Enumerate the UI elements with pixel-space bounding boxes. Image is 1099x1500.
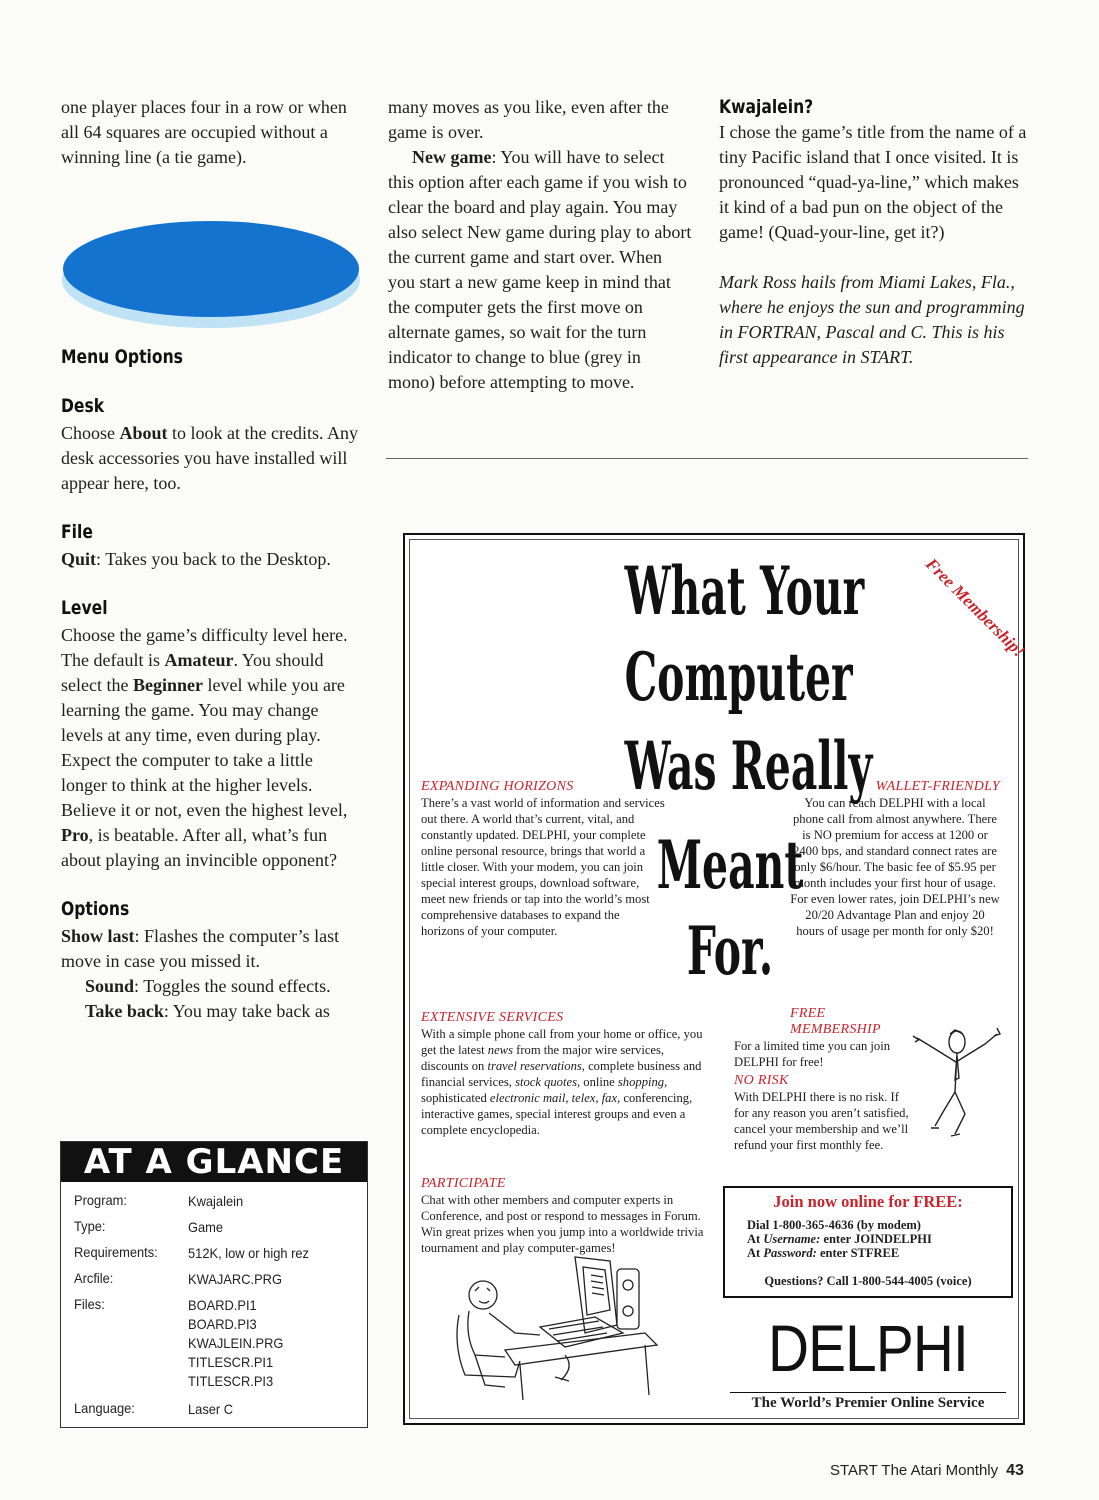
intro-paragraph: one player places four in a row or when all 64 squares are occupied without a winning line (a tie game). — [61, 97, 347, 167]
take-back-term: Take back — [85, 1001, 164, 1021]
expanding-horizons-heading: EXPANDING HORIZONS — [421, 779, 574, 794]
about-term: About — [119, 423, 168, 443]
game-piece-disc-graphic — [63, 221, 359, 317]
computer-user-illustration — [445, 1255, 670, 1405]
username-line: At Username: enter JOINDELPHI — [747, 1232, 932, 1246]
free-membership-section — [734, 1006, 914, 1070]
sound-term: Sound — [85, 976, 135, 996]
quit-term: Quit — [61, 549, 97, 569]
at-a-glance-title: AT A GLANCE — [61, 1142, 367, 1182]
expanding-horizons-text: There’s a vast world of information and services out there. A world that’s current, vital, and constantly updated. DELPHI, your complete online personal resource, brings that world a little closer. With your modem, you can join special interest groups, download software, meet new friends or tap into the world’s most comprehensive databases to expand the horizons of your computer. — [421, 796, 665, 938]
new-game-paragraph: New game: You will have to select this option after each game if you wish to clear the board and play again. You may also select New game during play to abort the current game and start over. When you start a new game keep in mind that the computer gets the first move on alternate games, so wait for the turn indicator to change to blue (grey in mono) before attempting to move. — [388, 147, 692, 392]
extensive-services-section — [421, 1010, 711, 1138]
headline-line-3: Was Really — [624, 727, 873, 805]
no-risk-text: With DELPHI there is no risk. If for any reason you aren’t satisfied, cancel your membership and we’ll refund your first monthly fee. — [734, 1090, 909, 1152]
sound-paragraph: Sound: Toggles the sound effects. — [85, 976, 331, 996]
menu-section — [61, 345, 361, 1024]
free-membership-text: For a limited time you can join DELPHI for free! — [734, 1039, 890, 1069]
headline-line-5: For. — [686, 912, 774, 990]
dial-number: Dial 1-800-365-4636 (by modem) — [747, 1218, 921, 1232]
kwajalein-heading: Kwajalein? — [719, 96, 814, 118]
beginner-term: Beginner — [132, 675, 203, 695]
new-game-term: New game — [412, 147, 492, 167]
desk-paragraph: Choose About to look at the credits. Any desk accessories you have installed will appear here, too. — [61, 423, 358, 493]
col2-paragraph-1: many moves as you like, even after the game is over. — [388, 97, 669, 142]
column-2 — [388, 95, 692, 395]
participate-text: Chat with other members and computer experts in Conference, and post or respond to messages in Forum. Win great prizes when you jump into a worldwide trivia tournament and play computer-games! — [421, 1193, 704, 1255]
delphi-tagline: The World’s Premier Online Service — [730, 1392, 1006, 1412]
wallet-friendly-text: You can reach DELPHI with a local phone call from almost anywhere. There is NO premium for access at 1200 or 2400 bps, and standard connect rates are only $6/hour. The basic fee of $5.95 per month includes your first hour of usage. For even lower rates, join DELPHI’s new 20/20 Advantage Plan and enjoy 20 hours of usage per month for only $20! — [790, 796, 1000, 938]
column-3 — [719, 95, 1031, 370]
show-last-term: Show last — [61, 926, 135, 946]
cheering-man-illustration — [905, 1022, 1015, 1147]
wallet-friendly-heading: WALLET-FRIENDLY — [875, 779, 1000, 794]
file-paragraph: Quit: Takes you back to the Desktop. — [61, 549, 331, 569]
extensive-services-text: With a simple phone call from your home or office, you get the latest news from the major wire services, discounts on travel reservations, complete business and financial services, stock quotes, online shopping, sophisticated electronic mail, telex, fax, conferencing, interactive games, special interest groups and even a complete encyclopedia. — [421, 1027, 703, 1137]
at-a-glance-box: AT A GLANCE Program: Kwajalein Type: Game Requirements: 512K, low or high rez Arcfile: KWAJARC.PRG Files: BOARD.PI1 BOARD.PI3 KWAJLEIN.PRG TITLESCR.PI1 TITLESCR.PI3 Language: Laser C — [60, 1141, 368, 1428]
take-back-paragraph: Take back: You may take back as — [85, 1001, 330, 1021]
desk-heading: Desk — [61, 395, 105, 417]
join-now-title: Join now online for FREE: — [773, 1192, 963, 1211]
level-heading: Level — [61, 597, 108, 619]
headline-line-1: What Your — [624, 552, 865, 630]
show-last-paragraph: Show last: Flashes the computer’s last move in case you missed it. — [61, 926, 340, 971]
free-membership-banner: Free Membership! — [922, 554, 1029, 661]
participate-section — [421, 1176, 711, 1256]
headline-line-2: Computer — [624, 638, 853, 716]
options-heading: Options — [61, 898, 130, 920]
file-heading: File — [61, 521, 93, 543]
expanding-horizons-section — [421, 779, 671, 939]
headline-line-4: Meant — [656, 826, 804, 904]
magazine-name: START The Atari Monthly — [830, 1462, 999, 1479]
questions-line: Questions? Call 1-800-544-4005 (voice) — [764, 1274, 972, 1288]
level-paragraph: Choose the game’s difficulty level here. The default is Amateur. You should select the Beginner level while you are learning the game. You may change levels at any time, even during play. Expect the computer to take a little longer to think at the higher levels. Believe it or not, even the highest level, Pro, is beatable. After all, what’s fun about playing an invincible opponent? — [61, 625, 348, 870]
page-footer — [830, 1462, 1024, 1480]
author-bio: Mark Ross hails from Miami Lakes, Fla., where he enjoys the sun and programming in FORTRAN, Pascal and C. This is his first appearance in START. — [719, 272, 1025, 367]
file-name: BOARD.PI3 — [188, 1316, 257, 1332]
page-number: 43 — [1006, 1462, 1024, 1479]
pro-term: Pro — [61, 825, 89, 845]
free-membership-heading: FREE MEMBERSHIP — [790, 1006, 881, 1037]
join-now-box — [723, 1186, 1013, 1298]
file-name: TITLESCR.PI1 — [188, 1354, 274, 1370]
section-divider — [386, 458, 1028, 459]
no-risk-heading: NO RISK — [734, 1073, 789, 1088]
column-1 — [61, 95, 361, 170]
password-line: At Password: enter STFREE — [747, 1246, 900, 1260]
extensive-services-heading: EXTENSIVE SERVICES — [421, 1010, 564, 1025]
participate-heading: PARTICIPATE — [421, 1176, 506, 1191]
amateur-term: Amateur — [164, 650, 234, 670]
col3-paragraph: I chose the game’s title from the name of a tiny Pacific island that I once visited. It is pronounced “quad-ya-line,” which makes it kind of a bad pun on the object of the game! (Quad-your-line, get it?) — [719, 122, 1027, 242]
no-risk-section — [734, 1073, 919, 1153]
delphi-logo: DELPHI — [768, 1311, 968, 1385]
menu-options-heading: Menu Options — [61, 346, 183, 368]
wallet-friendly-section — [790, 779, 1000, 939]
join-instructions — [725, 1218, 1011, 1260]
file-name: KWAJLEIN.PRG — [188, 1335, 284, 1351]
file-name: TITLESCR.PI3 — [188, 1373, 274, 1389]
